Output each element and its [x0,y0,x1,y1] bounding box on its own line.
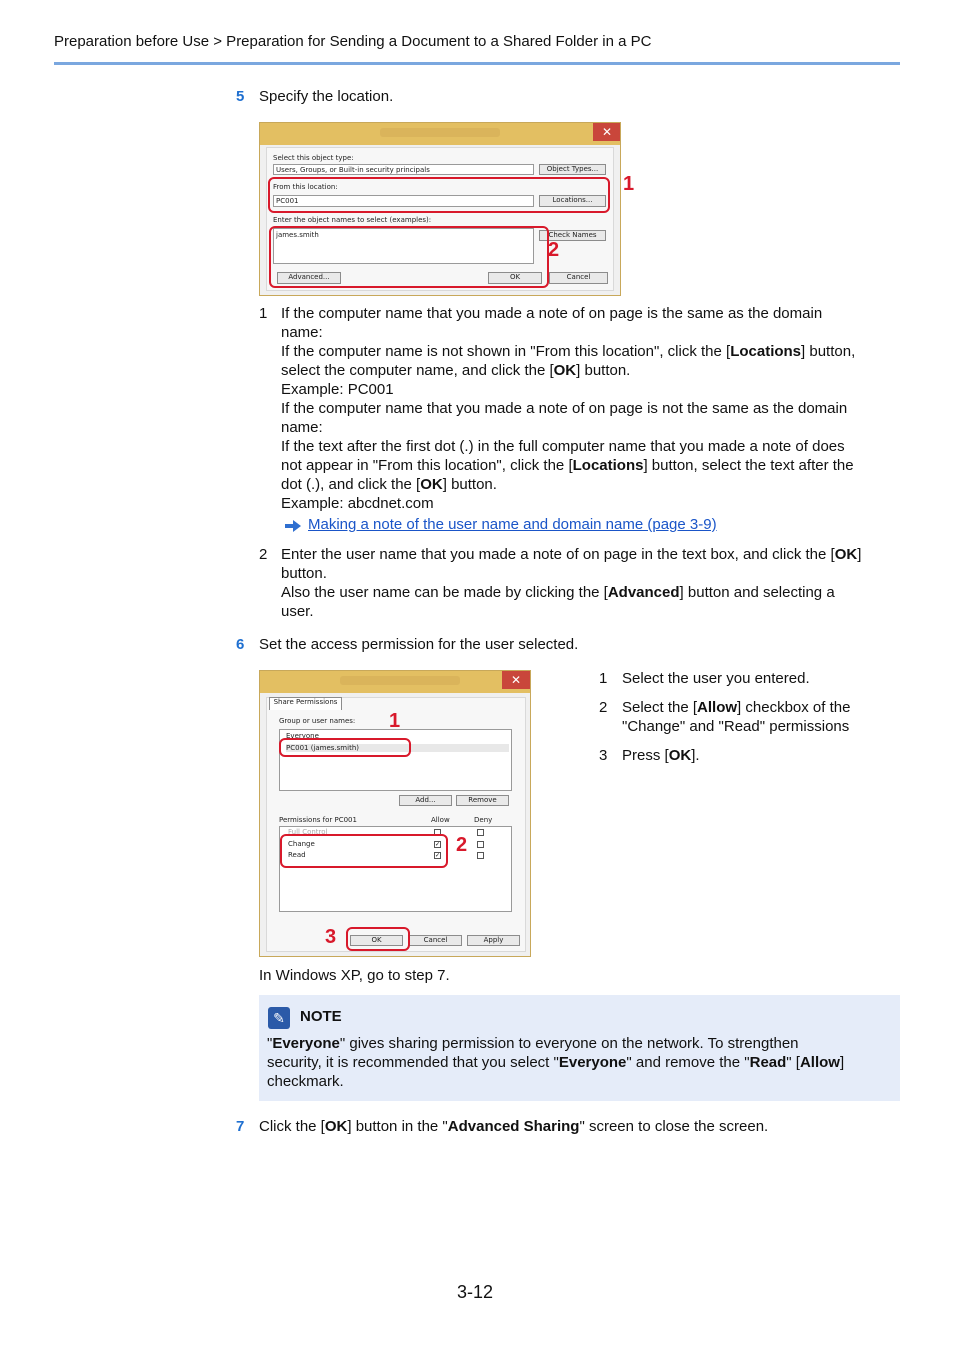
list-item-number: 2 [259,546,268,563]
reference-link[interactable]: Making a note of the user name and domain name (page 3-9) [308,516,717,533]
names-field: james.smith [276,231,319,239]
text-line: "Everyone" gives sharing permission to everyone on the network. To strengthen [267,1035,799,1052]
allow-read-checkbox: ✓ [435,853,441,859]
text-line: security, it is recommended that you select "Everyone" and remove the "Read" [Allow] [267,1054,845,1071]
enter-names-label: Enter the object names to select (examples): [273,216,432,224]
step5-item1-text [281,304,855,513]
text-line: not appear in "From this location", click the [Locations] button, select the text after the [281,457,854,474]
location-label: From this location: [273,183,338,191]
share-permissions-tab: Share Permissions [269,697,342,710]
user-selected: PC001 (james.smith) [286,744,509,752]
note-icon: ✎ [268,1007,290,1029]
allow-change-checkbox: ✓ [435,842,441,848]
step-7-text: Click the [OK] button in the "Advanced Sharing" screen to close the screen. [259,1118,769,1135]
callout-label-3: 3 [325,926,337,948]
permissions-label: Permissions for PC001 [279,816,357,824]
perm-read: Read [288,851,306,859]
deny-full-checkbox [477,829,484,836]
note-box [259,995,900,1101]
step-6-text: Set the access permission for the user selected. [259,636,579,653]
list-item-number: 1 [599,670,608,687]
remove-button: Remove [456,795,509,806]
list-item-number: 3 [599,747,608,764]
list-item-text: Select the user you entered. [622,670,810,687]
list-item-number: 2 [599,699,608,716]
callout-box-ok [346,927,410,951]
add-button: Add... [399,795,452,806]
cancel-button: Cancel [549,272,608,284]
advanced-button: Advanced... [277,272,341,284]
apply-button: Apply [467,935,520,946]
page-number: 3-12 [457,1282,494,1302]
callout-label-2: 2 [456,834,468,856]
text-line: select the computer name, and click the [OK] button. [281,362,631,379]
text-line: If the computer name that you made a note of on page is the same as the domain [281,305,823,322]
text-line: checkmark. [267,1073,344,1090]
allow-header: Allow [431,816,450,824]
dialog-titlebar [260,123,620,145]
select-users-dialog-screenshot [259,122,621,296]
text-line: If the computer name is not shown in "From this location", click the [Locations] button, [281,343,856,360]
group-label: Group or user names: [279,717,356,725]
deny-header: Deny [474,816,493,824]
object-types-button: Object Types... [539,164,606,175]
text-line: Also the user name can be made by clicking the [Advanced] button and selecting a [281,584,835,601]
callout-label-1: 1 [623,173,635,195]
step5-item2-text [281,545,861,621]
callout-box-permissions [280,834,448,868]
close-icon: ✕ [502,671,530,689]
step-7-number: 7 [236,1118,245,1135]
text-line: If the text after the first dot (.) in the full computer name that you made a note of does [281,438,845,455]
list-item-text: Select the [Allow] checkbox of the "Change" and "Read" permissions [622,699,851,735]
text-line: name: [281,419,323,436]
ok-button: OK [350,935,403,946]
text-line: Enter the user name that you made a note of on page in the text box, and click the [OK] [281,546,862,563]
callout-box-location [268,177,610,213]
deny-change-checkbox [477,841,484,848]
user-everyone: Everyone [286,732,319,740]
note-text [267,1034,844,1091]
callout-label-2: 2 [548,239,560,261]
arrow-right-icon [284,520,302,532]
select-type-label: Select this object type: [273,154,354,162]
callout-box-user [279,738,411,757]
xp-note: In Windows XP, go to step 7. [259,967,450,984]
callout-box-names [269,226,549,288]
note-title: NOTE [300,1008,342,1025]
text-line: If the computer name that you made a note of on page is not the same as the domain [281,400,848,417]
location-field: PC001 [276,197,299,205]
deny-read-checkbox [477,852,484,859]
perm-change: Change [288,840,315,848]
breadcrumb: Preparation before Use > Preparation for Sending a Document to a Shared Folder in a PC [54,33,652,50]
dialog-titlebar [260,671,530,693]
perm-full-control: Full Control [288,828,328,836]
header-divider [54,62,900,65]
text-line: name: [281,324,323,341]
text-line: Example: PC001 [281,381,394,398]
text-line: Example: abcdnet.com [281,495,434,512]
list-item-number: 1 [259,305,268,322]
ok-button: OK [488,272,542,284]
step-5-number: 5 [236,88,245,105]
callout-label-1: 1 [389,710,401,732]
step-6-number: 6 [236,636,245,653]
select-type-field: Users, Groups, or Built-in security principals [276,166,430,174]
close-icon: ✕ [593,123,621,141]
step-5-text: Specify the location. [259,88,394,105]
text-line: button. [281,565,327,582]
check-names-button: Check Names [539,230,606,241]
text-line: dot (.), and click the [OK] button. [281,476,497,493]
cancel-button: Cancel [409,935,462,946]
locations-button: Locations... [539,195,606,207]
text-line: user. [281,603,314,620]
list-item-text: Press [OK]. [622,747,700,764]
